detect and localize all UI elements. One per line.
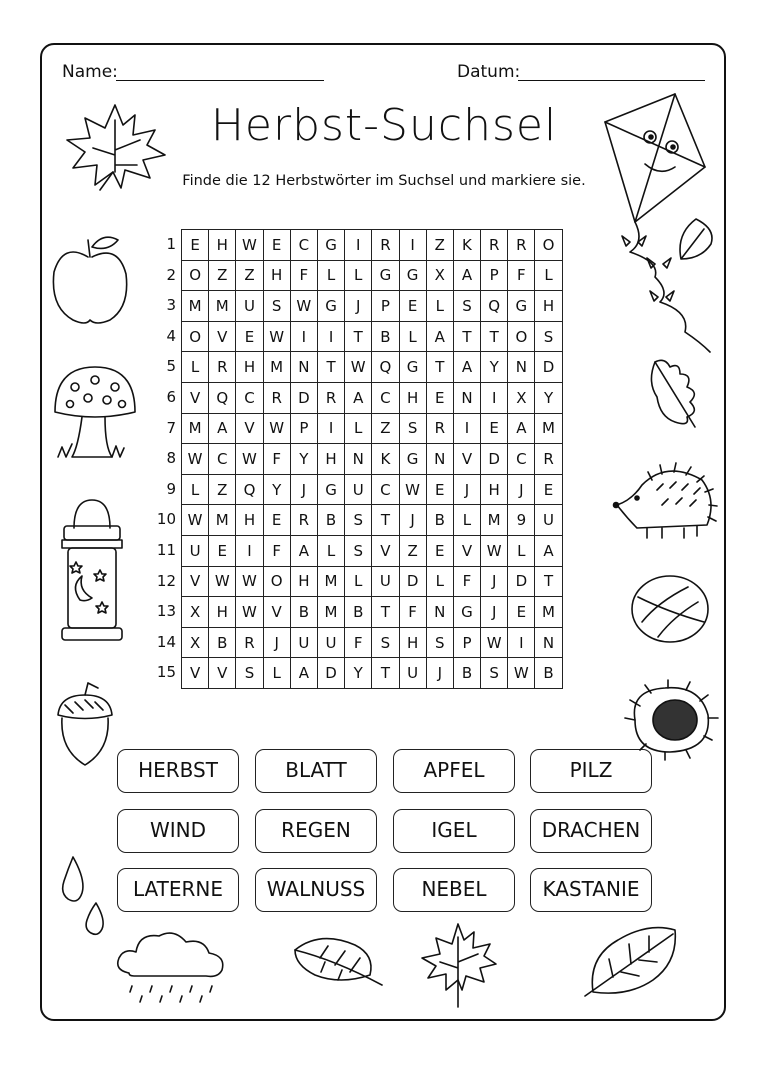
grid-cell[interactable]: R <box>236 627 263 658</box>
grid-cell[interactable]: W <box>481 535 508 566</box>
grid-cell[interactable]: B <box>290 597 317 628</box>
grid-cell[interactable]: T <box>372 597 399 628</box>
grid-cell[interactable]: P <box>481 260 508 291</box>
word-box: DRACHEN <box>530 809 652 853</box>
mushroom-icon <box>50 362 140 467</box>
row-number: 11 <box>156 540 176 559</box>
grid-cell[interactable]: H <box>399 382 426 413</box>
grid-cell[interactable]: I <box>290 321 317 352</box>
grid-cell[interactable]: C <box>372 382 399 413</box>
grid-cell[interactable]: X <box>426 260 453 291</box>
apple-icon <box>48 232 133 327</box>
grid-cell[interactable]: M <box>209 505 236 536</box>
grid-cell[interactable]: D <box>399 566 426 597</box>
grid-cell[interactable]: G <box>508 291 535 322</box>
grid-cell[interactable]: R <box>535 444 562 475</box>
grid-cell[interactable]: L <box>345 566 372 597</box>
grid-cell[interactable]: S <box>236 658 263 689</box>
page-title: Herbst-Suchsel <box>210 100 558 151</box>
grid-cell[interactable]: B <box>426 505 453 536</box>
grid-cell[interactable]: I <box>236 535 263 566</box>
grid-cell[interactable]: S <box>263 291 290 322</box>
grid-cell[interactable]: U <box>290 627 317 658</box>
name-label: Name: <box>62 62 118 82</box>
grid-cell[interactable]: H <box>535 291 562 322</box>
grid-cell[interactable]: O <box>535 230 562 261</box>
word-box: LATERNE <box>117 868 239 912</box>
grid-cell[interactable]: U <box>372 566 399 597</box>
grid-cell[interactable]: G <box>399 444 426 475</box>
grid-cell[interactable]: H <box>263 260 290 291</box>
date-label: Datum: <box>457 62 521 82</box>
grid-cell[interactable]: W <box>182 505 209 536</box>
row-number: 3 <box>166 296 176 315</box>
grid-cell[interactable]: B <box>372 321 399 352</box>
grid-cell[interactable]: E <box>236 321 263 352</box>
grid-cell[interactable]: F <box>263 535 290 566</box>
grid-cell[interactable]: Z <box>209 260 236 291</box>
maple-leaf-icon <box>55 100 175 200</box>
grid-cell[interactable]: U <box>345 474 372 505</box>
grid-cell[interactable]: I <box>317 413 344 444</box>
grid-cell[interactable]: Q <box>481 291 508 322</box>
grid-cell[interactable]: L <box>182 474 209 505</box>
grid-cell[interactable]: M <box>182 413 209 444</box>
grid-cell[interactable]: Q <box>372 352 399 383</box>
row-number: 7 <box>166 418 176 437</box>
grid-cell[interactable]: W <box>399 474 426 505</box>
grid-cell[interactable]: Y <box>481 352 508 383</box>
grid-cell[interactable]: Y <box>263 474 290 505</box>
grid-cell[interactable]: J <box>508 474 535 505</box>
grid-cell[interactable]: W <box>182 444 209 475</box>
grid-cell[interactable]: R <box>317 382 344 413</box>
row-number: 2 <box>166 265 176 284</box>
grid-cell[interactable]: O <box>182 260 209 291</box>
grid-cell[interactable]: U <box>317 627 344 658</box>
grid-cell[interactable]: V <box>209 321 236 352</box>
word-box: WALNUSS <box>255 868 377 912</box>
grid-cell[interactable]: T <box>481 321 508 352</box>
grid-cell[interactable]: D <box>481 444 508 475</box>
grid-cell[interactable]: H <box>236 352 263 383</box>
grid-cell[interactable]: M <box>317 597 344 628</box>
word-box: PILZ <box>530 749 652 793</box>
grid-cell[interactable]: M <box>535 413 562 444</box>
grid-cell[interactable]: E <box>209 535 236 566</box>
grid-cell[interactable]: G <box>317 230 344 261</box>
grid-cell[interactable]: A <box>508 413 535 444</box>
row-number: 6 <box>166 387 176 406</box>
grid-cell[interactable]: D <box>290 382 317 413</box>
grid-cell[interactable]: X <box>182 597 209 628</box>
grid-cell[interactable]: F <box>399 597 426 628</box>
grid-cell[interactable]: R <box>290 505 317 536</box>
row-number: 15 <box>156 663 176 682</box>
grid-cell[interactable]: F <box>290 260 317 291</box>
grid-cell[interactable]: D <box>317 658 344 689</box>
grid-cell[interactable]: L <box>399 321 426 352</box>
grid-cell[interactable]: O <box>508 321 535 352</box>
grid-cell[interactable]: S <box>481 658 508 689</box>
grid-cell[interactable]: K <box>453 230 480 261</box>
grid-cell[interactable]: H <box>399 627 426 658</box>
grid-cell[interactable]: W <box>236 444 263 475</box>
grid-row <box>182 474 563 505</box>
grid-cell[interactable]: A <box>453 260 480 291</box>
grid-cell[interactable]: Q <box>209 382 236 413</box>
grid-cell[interactable]: N <box>453 382 480 413</box>
grid-cell[interactable]: B <box>453 658 480 689</box>
grid-cell[interactable]: P <box>290 413 317 444</box>
maple-leaf-small-icon <box>418 922 498 1012</box>
grid-cell[interactable]: G <box>317 291 344 322</box>
row-number: 1 <box>166 235 176 253</box>
word-box: REGEN <box>255 809 377 853</box>
grid-cell[interactable]: E <box>426 535 453 566</box>
grid-cell[interactable]: C <box>209 444 236 475</box>
acorn-icon <box>50 680 120 770</box>
grid-cell[interactable]: L <box>535 260 562 291</box>
grid-cell[interactable]: R <box>372 230 399 261</box>
grid-row <box>182 535 563 566</box>
grid-cell[interactable]: T <box>426 352 453 383</box>
grid-cell[interactable]: W <box>236 566 263 597</box>
grid-cell[interactable]: M <box>263 352 290 383</box>
leaf-icon <box>290 930 385 990</box>
grid-cell[interactable]: E <box>426 474 453 505</box>
grid-cell[interactable]: Z <box>372 413 399 444</box>
grid-cell[interactable]: V <box>263 597 290 628</box>
grid-cell[interactable]: N <box>426 444 453 475</box>
grid-cell[interactable]: N <box>345 444 372 475</box>
word-box: APFEL <box>393 749 515 793</box>
grid-cell[interactable]: D <box>508 566 535 597</box>
walnut-icon <box>628 572 713 647</box>
date-line[interactable] <box>518 80 705 81</box>
grid-cell[interactable]: U <box>236 291 263 322</box>
grid-cell[interactable]: E <box>481 413 508 444</box>
grid-cell[interactable]: I <box>481 382 508 413</box>
grid-cell[interactable]: J <box>481 597 508 628</box>
instruction-text: Finde die 12 Herbstwörter im Suchsel und markiere sie. <box>182 173 586 189</box>
grid-cell[interactable]: T <box>345 321 372 352</box>
grid-cell[interactable]: J <box>263 627 290 658</box>
oak-leaf-icon <box>645 352 705 432</box>
grid-cell[interactable]: A <box>535 535 562 566</box>
grid-cell[interactable]: V <box>182 566 209 597</box>
grid-cell[interactable]: N <box>290 352 317 383</box>
grid-cell[interactable]: M <box>535 597 562 628</box>
grid-cell[interactable]: I <box>453 413 480 444</box>
grid-cell[interactable]: C <box>290 230 317 261</box>
grid-cell[interactable]: E <box>182 230 209 261</box>
grid-cell[interactable]: F <box>453 566 480 597</box>
grid-cell[interactable]: N <box>508 352 535 383</box>
rain-cloud-icon <box>114 928 229 1003</box>
grid-cell[interactable]: B <box>535 658 562 689</box>
grid-row <box>182 291 563 322</box>
row-number: 4 <box>166 326 176 345</box>
grid-cell[interactable]: 9 <box>508 505 535 536</box>
grid-row <box>182 505 563 536</box>
grid-cell[interactable]: T <box>453 321 480 352</box>
grid-cell[interactable]: W <box>508 658 535 689</box>
word-box: HERBST <box>117 749 239 793</box>
row-number: 12 <box>156 571 176 590</box>
row-numbers <box>140 229 176 688</box>
grid-cell[interactable]: R <box>481 230 508 261</box>
grid-cell[interactable]: T <box>535 566 562 597</box>
grid-cell[interactable]: B <box>317 505 344 536</box>
grid-cell[interactable]: E <box>399 291 426 322</box>
row-number: 14 <box>156 632 176 651</box>
grid-cell[interactable]: E <box>426 382 453 413</box>
grid-cell[interactable]: V <box>236 413 263 444</box>
row-number: 13 <box>156 602 176 621</box>
grid-cell[interactable]: A <box>290 535 317 566</box>
grid-cell[interactable]: L <box>345 413 372 444</box>
grid-cell[interactable]: V <box>372 535 399 566</box>
grid-cell[interactable]: S <box>399 413 426 444</box>
grid-row <box>182 566 563 597</box>
grid-cell[interactable]: L <box>426 566 453 597</box>
grid-row <box>182 444 563 475</box>
grid-cell[interactable]: Z <box>209 474 236 505</box>
grid-cell[interactable]: H <box>209 230 236 261</box>
grid-cell[interactable]: U <box>182 535 209 566</box>
grid-cell[interactable]: N <box>426 597 453 628</box>
hedgehog-icon <box>612 460 717 545</box>
grid-cell[interactable]: V <box>182 382 209 413</box>
grid-row <box>182 230 563 261</box>
grid-cell[interactable]: H <box>290 566 317 597</box>
grid-cell[interactable]: R <box>508 230 535 261</box>
grid-cell[interactable]: Z <box>426 230 453 261</box>
row-number: 8 <box>166 449 176 468</box>
word-box: WIND <box>117 809 239 853</box>
grid-row <box>182 321 563 352</box>
grid-cell[interactable]: X <box>508 382 535 413</box>
grid-cell[interactable]: T <box>372 505 399 536</box>
grid-cell[interactable]: A <box>290 658 317 689</box>
grid-cell[interactable]: D <box>535 352 562 383</box>
grid-cell[interactable]: J <box>399 505 426 536</box>
grid-cell[interactable]: V <box>453 444 480 475</box>
grid-row <box>182 597 563 628</box>
grid-cell[interactable]: K <box>372 444 399 475</box>
grid-cell[interactable]: Q <box>236 474 263 505</box>
grid-cell[interactable]: A <box>426 321 453 352</box>
grid-cell[interactable]: L <box>508 535 535 566</box>
row-number: 9 <box>166 479 176 498</box>
grid-cell[interactable]: C <box>236 382 263 413</box>
grid-cell[interactable]: P <box>453 627 480 658</box>
grid-cell[interactable]: W <box>236 597 263 628</box>
grid-cell[interactable]: B <box>345 597 372 628</box>
grid-cell[interactable]: C <box>508 444 535 475</box>
grid-cell[interactable]: E <box>508 597 535 628</box>
name-line[interactable] <box>116 80 324 81</box>
grid-row <box>182 352 563 383</box>
grid-cell[interactable]: A <box>209 413 236 444</box>
grid-cell[interactable]: W <box>236 230 263 261</box>
grid-cell[interactable]: S <box>426 627 453 658</box>
grid-cell[interactable]: S <box>345 505 372 536</box>
grid-cell[interactable]: M <box>481 505 508 536</box>
grid-cell[interactable]: H <box>481 474 508 505</box>
grid-cell[interactable]: W <box>345 352 372 383</box>
grid-cell[interactable]: H <box>317 444 344 475</box>
grid-cell[interactable]: S <box>372 627 399 658</box>
leaf-icon <box>583 922 683 997</box>
grid-cell[interactable]: J <box>426 658 453 689</box>
grid-cell[interactable]: L <box>426 291 453 322</box>
grid-cell[interactable]: E <box>263 230 290 261</box>
grid-cell[interactable]: M <box>317 566 344 597</box>
grid-cell[interactable]: L <box>317 260 344 291</box>
grid-cell[interactable]: I <box>345 230 372 261</box>
grid-row <box>182 382 563 413</box>
grid-cell[interactable]: V <box>182 658 209 689</box>
grid-cell[interactable]: L <box>317 535 344 566</box>
grid-cell[interactable]: T <box>317 352 344 383</box>
grid-cell[interactable]: W <box>263 321 290 352</box>
grid-cell[interactable]: S <box>345 535 372 566</box>
lantern-icon <box>52 498 132 648</box>
grid-cell[interactable]: Y <box>290 444 317 475</box>
grid-cell[interactable]: G <box>399 352 426 383</box>
grid-cell[interactable]: T <box>372 658 399 689</box>
grid-cell[interactable]: M <box>182 291 209 322</box>
grid-row <box>182 627 563 658</box>
grid-cell[interactable]: Y <box>345 658 372 689</box>
grid-cell[interactable]: Z <box>236 260 263 291</box>
grid-row <box>182 658 563 689</box>
grid-cell[interactable]: J <box>453 474 480 505</box>
grid-cell[interactable]: R <box>263 382 290 413</box>
grid-cell[interactable]: G <box>372 260 399 291</box>
small-leaf-icon <box>676 214 716 264</box>
grid-cell[interactable]: H <box>236 505 263 536</box>
grid-cell[interactable]: F <box>263 444 290 475</box>
grid-cell[interactable]: U <box>399 658 426 689</box>
grid-cell[interactable]: R <box>426 413 453 444</box>
word-box: NEBEL <box>393 868 515 912</box>
grid-cell[interactable]: F <box>508 260 535 291</box>
grid-cell[interactable]: G <box>399 260 426 291</box>
grid-cell[interactable]: O <box>263 566 290 597</box>
grid-cell[interactable]: L <box>345 260 372 291</box>
grid-row <box>182 413 563 444</box>
grid-cell[interactable]: P <box>372 291 399 322</box>
row-number: 5 <box>166 357 176 376</box>
grid-cell[interactable]: O <box>182 321 209 352</box>
grid-cell[interactable]: I <box>508 627 535 658</box>
grid-cell[interactable]: F <box>345 627 372 658</box>
word-box: BLATT <box>255 749 377 793</box>
grid-cell[interactable]: L <box>453 505 480 536</box>
grid-cell[interactable]: G <box>317 474 344 505</box>
grid-cell[interactable]: H <box>209 597 236 628</box>
grid-cell[interactable]: C <box>372 474 399 505</box>
grid-cell[interactable]: L <box>182 352 209 383</box>
grid-cell[interactable]: A <box>345 382 372 413</box>
grid-cell[interactable]: W <box>263 413 290 444</box>
grid-cell[interactable]: R <box>209 352 236 383</box>
grid-cell[interactable]: W <box>290 291 317 322</box>
grid-cell[interactable]: W <box>209 566 236 597</box>
grid-cell[interactable]: G <box>453 597 480 628</box>
grid-cell[interactable]: N <box>535 627 562 658</box>
grid-row <box>182 260 563 291</box>
row-number: 10 <box>156 510 176 529</box>
grid-cell[interactable]: V <box>209 658 236 689</box>
grid-cell[interactable]: J <box>345 291 372 322</box>
grid-cell[interactable]: E <box>263 505 290 536</box>
chestnut-icon <box>620 680 720 760</box>
grid-cell[interactable]: Y <box>535 382 562 413</box>
grid-cell[interactable]: Z <box>399 535 426 566</box>
word-box: IGEL <box>393 809 515 853</box>
grid-cell[interactable]: L <box>263 658 290 689</box>
raindrops-icon <box>58 855 108 940</box>
grid-cell[interactable]: X <box>182 627 209 658</box>
grid-cell[interactable]: I <box>317 321 344 352</box>
grid-cell[interactable]: I <box>399 230 426 261</box>
grid-cell[interactable]: A <box>453 352 480 383</box>
grid-cell[interactable]: S <box>453 291 480 322</box>
grid-cell[interactable]: J <box>481 566 508 597</box>
grid-cell[interactable]: W <box>481 627 508 658</box>
grid-cell[interactable]: E <box>535 474 562 505</box>
word-search-grid <box>181 229 563 689</box>
grid-cell[interactable]: S <box>535 321 562 352</box>
grid-cell[interactable]: M <box>209 291 236 322</box>
grid-cell[interactable]: B <box>209 627 236 658</box>
grid-cell[interactable]: V <box>453 535 480 566</box>
grid-cell[interactable]: U <box>535 505 562 536</box>
word-box: KASTANIE <box>530 868 652 912</box>
grid-cell[interactable]: J <box>290 474 317 505</box>
